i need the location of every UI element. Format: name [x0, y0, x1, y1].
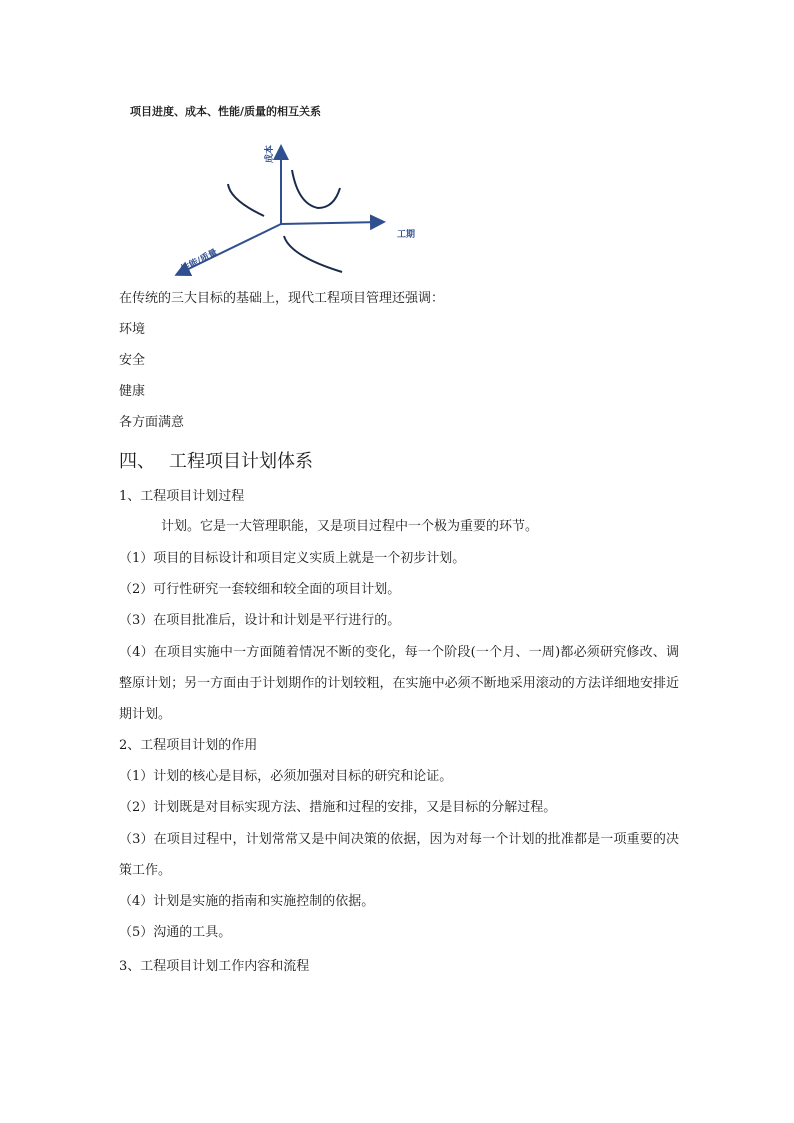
goal-item: 各方面满意	[119, 415, 185, 430]
curve-cost-quality	[228, 184, 264, 216]
list-item-paragraph: （4）在项目实施中一方面随着情况不断的变化，每一个阶段(一个月、一周)都必须研究修改、调整原计划；另一方面由于计划期作的计划较粗，在实施中必须不断地采用滚动的方法详细地安排近期计划。	[119, 645, 679, 722]
goal-item: 安全	[119, 353, 146, 368]
axis-label-cost: 成本	[265, 144, 275, 163]
list-item: （2）可行性研究一套较细和较全面的项目计划。	[119, 582, 401, 597]
curve-cost-time	[292, 170, 340, 208]
goal-item: 健康	[119, 384, 146, 399]
list-item: （4）计划是实施的指南和实施控制的依据。	[119, 894, 375, 909]
axis-label-time: 工期	[397, 230, 416, 240]
figure-title: 项目进度、成本、性能/质量的相互关系	[130, 105, 322, 118]
goal-item: 环境	[119, 322, 146, 337]
list-item: （3）在项目批准后，设计和计划是平行进行的。	[119, 613, 401, 628]
list-item: （1）计划的核心是目标，必须加强对目标的研究和论证。	[119, 769, 453, 784]
lead-paragraph: 计划。它是一大管理职能，又是项目过程中一个极为重要的环节。	[161, 519, 539, 534]
curve-time-quality	[284, 236, 342, 272]
intro-text: 在传统的三大目标的基础上，现代工程项目管理还强调：	[119, 291, 445, 306]
section-title: 工程项目计划体系	[169, 451, 313, 472]
subsection-title: 2、工程项目计划的作用	[119, 738, 258, 753]
section-number: 四、	[119, 451, 155, 472]
list-item-paragraph: （3）在项目过程中，计划常常又是中间决策的依据，因为对每一个计划的批准都是一项重要的决策工作。	[119, 832, 679, 878]
subsection-title: 3、工程项目计划工作内容和流程	[119, 959, 310, 974]
axis-label-quality: 性能/质量	[179, 247, 220, 275]
list-item: （1）项目的目标设计和项目定义实质上就是一个初步计划。	[119, 551, 466, 566]
list-item: （2）计划既是对目标实现方法、措施和过程的安排，又是目标的分解过程。	[119, 800, 557, 815]
subsection-title: 1、工程项目计划过程	[119, 489, 245, 504]
time-axis	[281, 222, 382, 224]
section-heading	[119, 449, 313, 475]
tradeoff-diagram	[160, 138, 430, 288]
list-item: （5）沟通的工具。	[119, 925, 232, 940]
